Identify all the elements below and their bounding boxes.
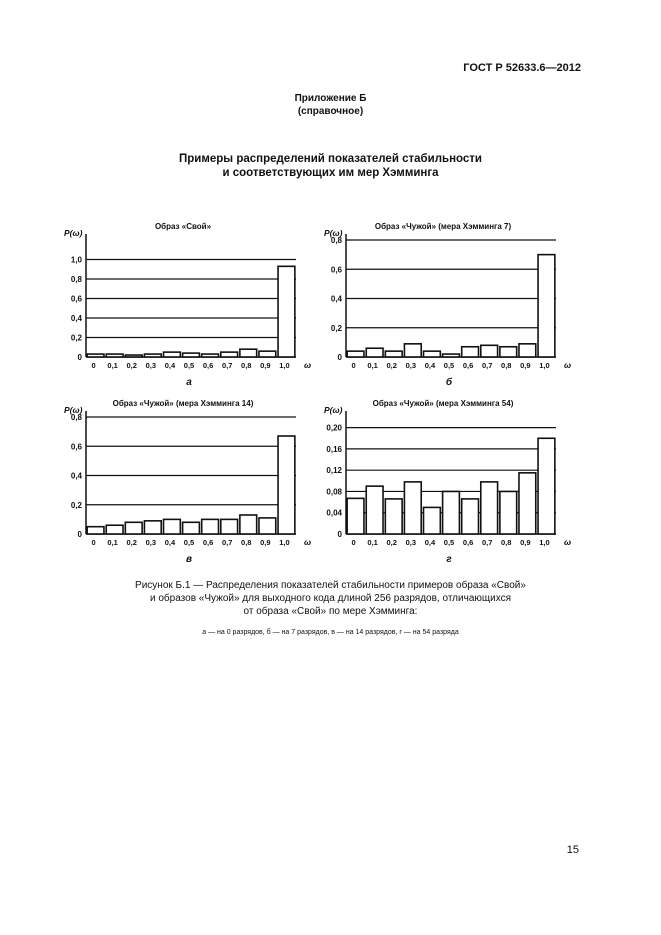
bar — [259, 351, 276, 357]
y-tick-label: 0,8 — [70, 413, 82, 422]
y-tick-label: 0,4 — [70, 314, 82, 323]
x-axis-label: ω — [564, 537, 572, 547]
x-tick-label: 0,6 — [202, 538, 214, 547]
x-tick-label: 0,5 — [183, 538, 195, 547]
bar — [183, 522, 200, 534]
x-tick-label: 0,9 — [520, 538, 531, 547]
bar — [221, 519, 238, 534]
bar — [221, 352, 238, 357]
x-tick-label: 0,7 — [221, 538, 233, 547]
chart-sublabel: б — [445, 377, 453, 388]
bar — [347, 498, 364, 534]
x-tick-label: 0,2 — [126, 361, 137, 370]
bar — [202, 354, 219, 357]
x-tick-label: 1,0 — [279, 361, 290, 370]
bar — [424, 507, 441, 534]
bar — [500, 491, 517, 534]
x-axis-label: ω — [304, 360, 312, 370]
y-tick-label: 0,8 — [330, 236, 342, 245]
standard-number: ГОСТ Р 52633.6—2012 — [463, 62, 581, 74]
bar — [259, 518, 276, 534]
y-tick-label: 0,12 — [326, 466, 342, 476]
bar — [462, 499, 479, 534]
x-tick-label: 0,3 — [405, 538, 417, 547]
caption-line-3: от образа «Свой» по мере Хэмминга: — [243, 606, 418, 617]
chart-title: Образ «Чужой» (мера Хэмминга 14) — [112, 399, 254, 408]
chart-v — [55, 392, 315, 572]
x-tick-label: 0,1 — [107, 538, 118, 547]
x-tick-label: 0,7 — [481, 361, 493, 370]
y-tick-label: 0,4 — [330, 294, 342, 304]
bar — [500, 347, 517, 357]
y-tick-label: 0,20 — [326, 423, 342, 433]
x-tick-label: 0,8 — [501, 538, 512, 547]
bar — [404, 482, 421, 534]
x-tick-label: 0,6 — [462, 361, 474, 370]
y-axis-label: P(ω) — [64, 405, 83, 415]
x-tick-label: 0 — [351, 538, 356, 547]
x-tick-label: 0,4 — [424, 538, 436, 547]
x-axis-label: ω — [304, 537, 312, 547]
y-tick-label: 0,2 — [70, 333, 82, 343]
bar — [481, 482, 498, 534]
page-number: 15 — [566, 844, 579, 856]
bar — [538, 255, 555, 357]
x-axis-label: ω — [564, 360, 572, 370]
appendix-label: Приложение Б — [294, 93, 367, 104]
bar — [385, 351, 402, 357]
y-tick-label: 0,08 — [326, 487, 342, 497]
x-tick-label: 0 — [91, 538, 96, 547]
y-tick-label: 0,2 — [70, 500, 82, 510]
figure-section-title — [0, 152, 661, 180]
x-tick-label: 0,4 — [424, 361, 436, 370]
bar — [202, 519, 219, 534]
bar — [106, 354, 123, 357]
x-tick-label: 0,8 — [241, 361, 252, 370]
chart-b — [315, 215, 575, 395]
x-tick-label: 0,2 — [386, 361, 397, 370]
x-tick-label: 0,9 — [260, 538, 271, 547]
bar — [404, 344, 421, 357]
bar — [481, 345, 498, 357]
y-tick-label: 0 — [337, 353, 342, 362]
y-tick-label: 0,4 — [70, 471, 82, 481]
bar — [347, 351, 364, 357]
y-tick-label: 0,8 — [70, 275, 82, 284]
chart-sublabel: в — [185, 554, 193, 565]
x-tick-label: 0 — [351, 361, 356, 370]
x-tick-label: 0,5 — [443, 361, 455, 370]
x-tick-label: 0,8 — [241, 538, 252, 547]
chart-title: Образ «Чужой» (мера Хэмминга 54) — [372, 399, 514, 408]
figure-legend: а — на 0 разрядов, б — на 7 разрядов, в — на 14 разрядов, г — на 54 разряда — [202, 629, 459, 636]
x-tick-label: 0,3 — [405, 361, 417, 370]
chart-a — [55, 215, 315, 395]
title-line-1: Примеры распределений показателей стабильности — [179, 153, 482, 165]
bar — [278, 266, 295, 357]
title-line-2: и соответствующих им мер Хэмминга — [222, 167, 439, 179]
x-tick-label: 0,6 — [202, 361, 214, 370]
bar — [164, 519, 181, 534]
bar — [183, 353, 200, 357]
x-tick-label: 0,5 — [443, 538, 455, 547]
x-tick-label: 0,2 — [386, 538, 397, 547]
bar — [443, 491, 460, 534]
bar — [240, 515, 257, 534]
x-tick-label: 0,9 — [260, 361, 271, 370]
chart-sublabel: а — [186, 377, 192, 388]
y-tick-label: 0,2 — [330, 323, 342, 333]
y-tick-label: 1,0 — [70, 255, 82, 265]
y-tick-label: 0,6 — [70, 294, 82, 304]
x-tick-label: 0,1 — [367, 361, 378, 370]
x-tick-label: 0,4 — [164, 538, 176, 547]
bar — [125, 522, 142, 534]
bar — [366, 348, 383, 357]
x-tick-label: 0,2 — [126, 538, 137, 547]
bar — [106, 525, 123, 534]
bar — [443, 354, 460, 357]
bar — [125, 355, 142, 357]
appendix-heading — [0, 92, 661, 118]
y-tick-label: 0 — [77, 530, 82, 539]
x-tick-label: 1,0 — [539, 538, 550, 547]
caption-line-2: и образов «Чужой» для выходного кода длиной 256 разрядов, отличающихся — [150, 593, 511, 604]
y-axis-label: P(ω) — [324, 228, 343, 238]
bar — [278, 436, 295, 534]
x-tick-label: 0,3 — [145, 361, 157, 370]
bar — [144, 521, 161, 534]
y-tick-label: 0,6 — [330, 265, 342, 275]
x-tick-label: 0,6 — [462, 538, 474, 547]
x-tick-label: 0,3 — [145, 538, 157, 547]
y-axis-label: P(ω) — [324, 405, 343, 415]
bar — [519, 344, 536, 357]
y-tick-label: 0 — [77, 353, 82, 362]
bar — [424, 351, 441, 357]
bar — [519, 473, 536, 534]
chart-sublabel: г — [446, 554, 452, 565]
figure-caption — [0, 579, 661, 618]
bar — [144, 354, 161, 357]
x-tick-label: 0,8 — [501, 361, 512, 370]
x-tick-label: 0,1 — [107, 361, 118, 370]
x-tick-label: 0,9 — [520, 361, 531, 370]
x-tick-label: 1,0 — [279, 538, 290, 547]
x-tick-label: 0 — [91, 361, 96, 370]
bar — [240, 349, 257, 357]
chart-title: Образ «Чужой» (мера Хэмминга 7) — [374, 222, 512, 231]
y-tick-label: 0,16 — [326, 444, 342, 454]
bar — [385, 499, 402, 534]
x-tick-label: 1,0 — [539, 361, 550, 370]
x-tick-label: 0,1 — [367, 538, 378, 547]
bar — [87, 527, 104, 534]
y-axis-label: P(ω) — [64, 228, 83, 238]
chart-title: Образ «Свой» — [154, 222, 212, 231]
x-tick-label: 0,7 — [221, 361, 233, 370]
bar — [366, 486, 383, 534]
bar — [538, 438, 555, 534]
y-tick-label: 0,6 — [70, 442, 82, 452]
y-tick-label: 0 — [337, 530, 342, 539]
bar — [462, 347, 479, 357]
y-tick-label: 0,04 — [326, 508, 342, 518]
bar — [87, 354, 104, 357]
bar — [164, 352, 181, 357]
x-tick-label: 0,4 — [164, 361, 176, 370]
appendix-type: (справочное) — [297, 106, 364, 117]
x-tick-label: 0,5 — [183, 361, 195, 370]
chart-g — [315, 392, 575, 572]
x-tick-label: 0,7 — [481, 538, 493, 547]
caption-line-1: Рисунок Б.1 — Распределения показателей стабильности примеров образа «Свой» — [135, 580, 526, 591]
